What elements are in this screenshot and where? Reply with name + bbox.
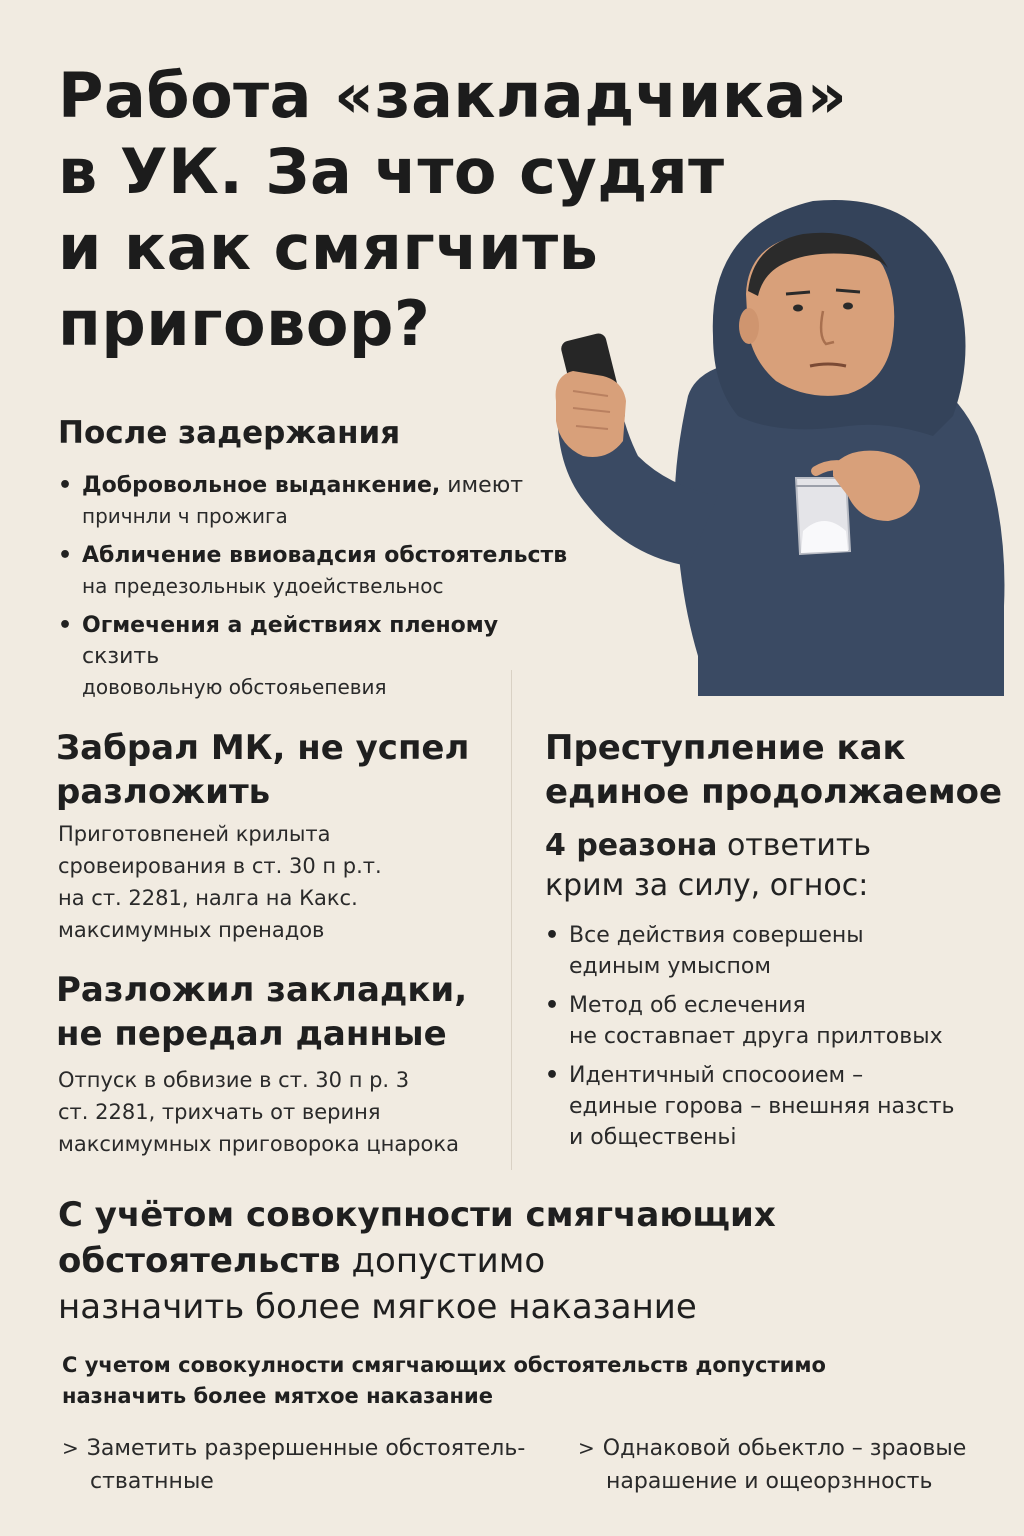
section-heading-laid-out xyxy=(56,968,506,1056)
item-line: и общественьі xyxy=(569,1125,737,1150)
arrow-item xyxy=(578,1432,1018,1498)
item-line: единые горова – внешняя назсть xyxy=(569,1094,955,1119)
text-line: максимумных пренадов xyxy=(58,918,325,942)
summary-line: назначить более мятхое наказание xyxy=(62,1384,494,1408)
reasons-text-line2: крим за силу, огнос: xyxy=(545,868,869,903)
column-divider xyxy=(511,670,512,1170)
arrow-item-line: Однаковой обьектло – зраовые xyxy=(602,1436,967,1461)
item-line: Метод об еслечения xyxy=(569,993,806,1018)
summary xyxy=(62,1350,962,1412)
list-item xyxy=(545,990,1015,1052)
heading-line: разложить xyxy=(56,772,271,812)
item-line: Идентичный спосооием – xyxy=(569,1063,864,1088)
list-item xyxy=(58,610,578,703)
reasons-intro xyxy=(545,826,1015,906)
conclusion-strong: С учётом совокупности смягчающих xyxy=(58,1195,776,1235)
continuing-list xyxy=(545,920,1015,1161)
conclusion-rest: допустимо xyxy=(340,1241,546,1281)
zip-bag-icon xyxy=(796,478,850,554)
item-strong: Добровольное выданкение, xyxy=(82,473,441,498)
conclusion-strong: обстоятельств xyxy=(58,1241,341,1281)
text-line: Отпуск в обвизие в ст. 30 п р. 3 xyxy=(58,1068,410,1092)
heading-line: Преступление как xyxy=(545,728,906,768)
item-line: Все действия совершены xyxy=(569,923,864,948)
text-line: максимумных приговорока цнарока xyxy=(58,1132,459,1156)
text-line: Приготовпеней крилыта xyxy=(58,822,331,846)
heading-line: Разложил закладки, xyxy=(56,970,468,1010)
text-line: на ст. 2281, налга на Какс. xyxy=(58,886,358,910)
list-item xyxy=(545,1060,1015,1153)
title-line: приговор? xyxy=(58,287,431,360)
heading-line: единое продолжаемое xyxy=(545,772,1003,812)
item-line: не составпает друга прилтовых xyxy=(569,1024,943,1049)
item-detail: дововольную обстояьепевия xyxy=(82,675,387,699)
list-item xyxy=(58,540,578,602)
section-heading-after-arrest: После задержания xyxy=(58,415,401,451)
person-in-hoodie-icon xyxy=(548,186,1024,696)
item-strong: Огмечения а действиях пленому xyxy=(82,613,499,638)
item-strong: Абличение ввиовадсия обстоятельств xyxy=(82,543,568,568)
title-line: в УК. За что судят xyxy=(58,135,725,208)
summary-line: С учетом совокулности смягчающих обстоятельств допустимо xyxy=(62,1353,826,1377)
arrow-item xyxy=(62,1432,562,1498)
heading-line: Забрал МК, не успел xyxy=(56,728,470,768)
laid-out-text xyxy=(58,1064,508,1160)
arrow-item-line: нарашение и ощеорзнность xyxy=(606,1469,933,1494)
item-detail: причнли ч прожига xyxy=(82,504,288,528)
title-line: и как смягчить xyxy=(58,211,599,284)
reasons-text: ответить xyxy=(717,828,872,863)
item-line: единым умыспом xyxy=(569,954,771,979)
text-line: сровеирования в ст. 30 п р.т. xyxy=(58,854,382,878)
arrow-item-line: стватнные xyxy=(90,1469,214,1494)
item-detail: на предезольнык удоействельнос xyxy=(82,574,444,598)
conclusion-line: назначить более мягкое наказание xyxy=(58,1287,697,1327)
conclusion xyxy=(58,1192,958,1330)
arrow-marker-icon: > xyxy=(62,1436,79,1460)
item-rest: имеют xyxy=(440,473,524,498)
title-line: Работа «закладчика» xyxy=(58,59,848,132)
item-rest: скзить xyxy=(82,644,160,669)
after-arrest-list xyxy=(58,470,578,711)
text-line: ст. 2281, трихчать от вериня xyxy=(58,1100,381,1124)
reasons-count: 4 реазона xyxy=(545,828,718,863)
heading-line: не передал данные xyxy=(56,1014,447,1054)
section-heading-continuing xyxy=(545,726,1015,814)
took-mk-text xyxy=(58,818,498,946)
list-item xyxy=(58,470,578,532)
section-heading-took-mk xyxy=(56,726,496,814)
arrow-marker-icon: > xyxy=(578,1436,595,1460)
arrow-item-line: Заметить разрершенные обстоятель- xyxy=(86,1436,526,1461)
list-item xyxy=(545,920,1015,982)
